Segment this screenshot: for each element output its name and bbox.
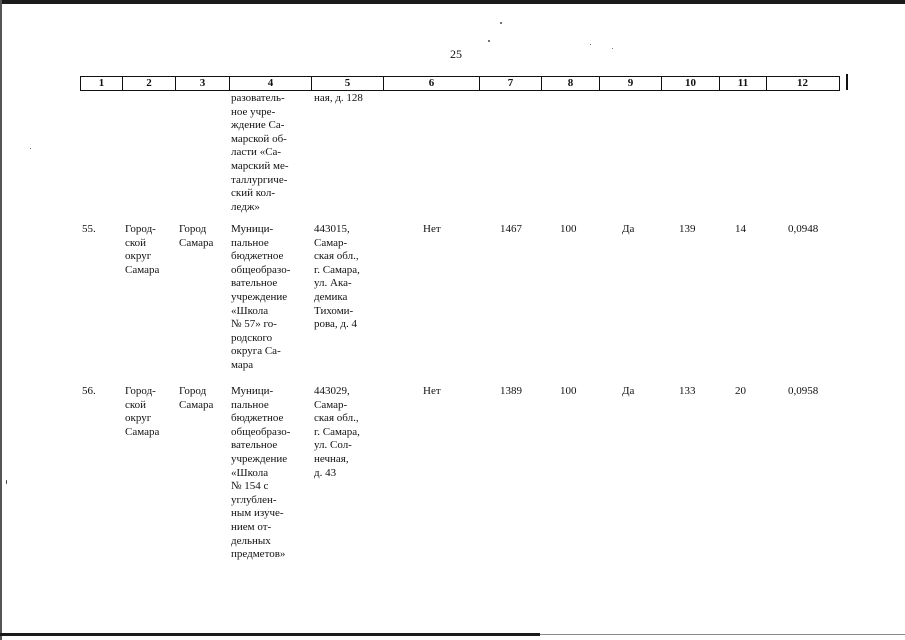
col6-cell: Нет — [423, 385, 441, 397]
col10-cell: 139 — [679, 223, 696, 235]
header-col-1: 1 — [81, 77, 123, 90]
col8-cell: 100 — [560, 385, 577, 397]
scan-speck — [590, 44, 591, 45]
col11-cell: 14 — [735, 223, 746, 235]
col9-cell: Да — [622, 223, 635, 235]
col12-cell: 0,0948 — [788, 223, 819, 235]
page-number: 25 — [450, 47, 462, 61]
table-right-edge — [846, 74, 848, 90]
institution-name-cell: Муници- пальное бюджетное общеобразо- вательное учреждение «Школа № 154 с углублен- ным изуче- нием от- дельных предметов» — [231, 385, 291, 561]
scan-speck — [30, 148, 31, 149]
settlement-cell: Город Самара — [179, 385, 214, 411]
header-col-11: 11 — [720, 77, 767, 90]
municipality-cell: Город- ской округ Самара — [125, 223, 160, 276]
col11-cell: 20 — [735, 385, 746, 397]
header-col-3: 3 — [176, 77, 230, 90]
row-number: 55. — [82, 223, 96, 235]
scan-speck — [500, 22, 502, 24]
header-col-6: 6 — [384, 77, 480, 90]
col10-cell: 133 — [679, 385, 696, 397]
table-header-row — [80, 76, 840, 91]
scan-speck — [488, 40, 490, 42]
scan-border-top — [0, 0, 905, 4]
institution-name-cell: Муници- пальное бюджетное общеобразо- вательное учреждение «Школа № 57» го- родского округа Са- мара — [231, 223, 291, 371]
address-cell: 443029, Самар- ская обл., г. Самара, ул. Сол- нечная, д. 43 — [314, 385, 360, 479]
col8-cell: 100 — [560, 223, 577, 235]
address-cell: 443015, Самар- ская обл., г. Самара, ул. Ака- демика Тихоми- рова, д. 4 — [314, 223, 360, 331]
col7-cell: 1389 — [500, 385, 522, 397]
header-col-4: 4 — [230, 77, 312, 90]
continuation-name-cell: разователь- ное учре- ждение Са- марской об- ласти «Са- марский ме- таллургиче- ский кол- ледж» — [231, 92, 289, 213]
scan-border-left — [0, 0, 2, 640]
header-col-9: 9 — [600, 77, 662, 90]
header-col-10: 10 — [662, 77, 720, 90]
header-col-2: 2 — [123, 77, 176, 90]
scan-border-bottom — [0, 633, 540, 636]
header-col-12: 12 — [797, 77, 808, 89]
header-col-8: 8 — [542, 77, 600, 90]
header-col-7: 7 — [480, 77, 542, 90]
col7-cell: 1467 — [500, 223, 522, 235]
col12-cell: 0,0958 — [788, 385, 819, 397]
settlement-cell: Город Самара — [179, 223, 214, 249]
header-col-5: 5 — [312, 77, 384, 90]
scan-speck — [6, 480, 7, 484]
scan-border-bottom-thin — [540, 634, 905, 635]
col6-cell: Нет — [423, 223, 441, 235]
scan-speck — [612, 48, 613, 49]
row-number: 56. — [82, 385, 96, 397]
continuation-address-cell: ная, д. 128 — [314, 92, 363, 104]
col9-cell: Да — [622, 385, 635, 397]
municipality-cell: Город- ской округ Самара — [125, 385, 160, 438]
